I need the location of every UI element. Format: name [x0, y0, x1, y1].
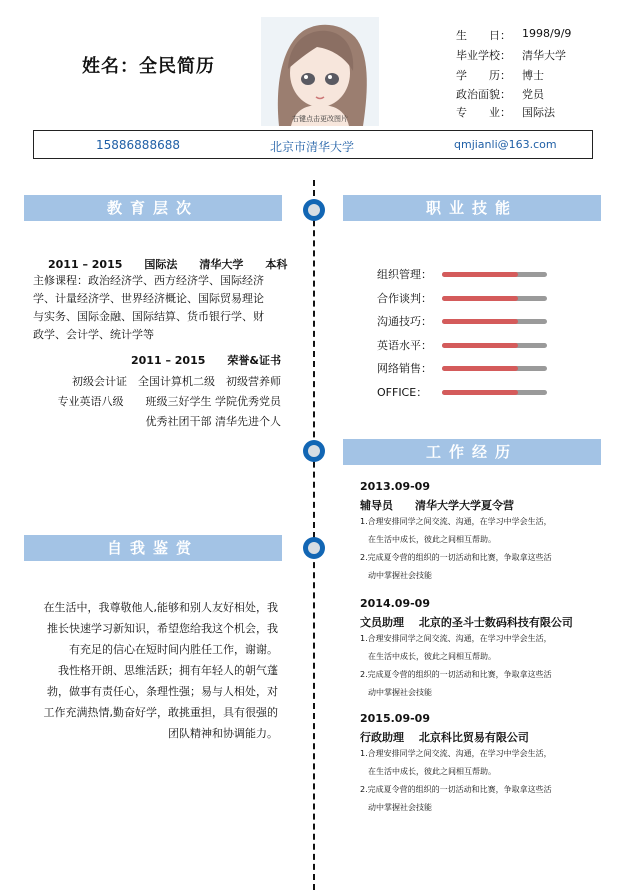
skill-bar [442, 272, 547, 277]
skill-label: OFFICE： [377, 386, 428, 399]
honors-heading: 2011 – 2015 荣誉&证书 [131, 354, 281, 367]
skill-row [377, 337, 597, 353]
info-label: 学 历： [456, 69, 511, 82]
info-label: 政治面貌： [456, 88, 511, 101]
skill-row [377, 360, 597, 376]
section-header-skills: 职业技能 [343, 195, 601, 221]
skill-bar-fill [442, 319, 518, 324]
work-detail: 在生活中成长，彼此之间相互帮助。 [360, 652, 496, 661]
section-header-self: 自我鉴赏 [24, 535, 282, 561]
phone-number[interactable]: 15886888688 [96, 138, 180, 152]
skill-label: 网络销售： [377, 362, 432, 375]
avatar-illustration [261, 17, 379, 126]
basic-info [456, 27, 616, 127]
course-line: 主修课程：政治经济学、西方经济学、国际经济 [33, 274, 264, 287]
work-detail: 动中掌握社会技能 [360, 571, 432, 580]
skills-list [377, 266, 597, 406]
work-detail: 动中掌握社会技能 [360, 688, 432, 697]
timeline-dot [303, 440, 325, 462]
self-eval-line: 团队精神和协调能力。 [168, 727, 278, 740]
email-link[interactable]: qmjianli@163.com [454, 138, 557, 151]
skill-bar [442, 366, 547, 371]
work-title: 文员助理 北京的圣斗士数码科技有限公司 [360, 616, 573, 629]
education-entry: 2011 – 2015 国际法 清华大学 本科 [48, 258, 288, 271]
work-date: 2013.09-09 [360, 480, 430, 493]
skill-row [377, 266, 597, 282]
skill-row [377, 384, 597, 400]
skill-row [377, 313, 597, 329]
self-eval-line: 在生活中，我尊敬他人,能够和别人友好相处，我 [43, 601, 278, 614]
self-eval-line: 工作充满热情,勤奋好学，敢挑重担，具有很强的 [43, 706, 278, 719]
work-date: 2014.09-09 [360, 597, 430, 610]
self-eval-line: 我性格开朗、思维活跃；拥有年轻人的朝气蓬 [58, 664, 278, 677]
honors-list [33, 372, 281, 432]
course-line: 与实务、国际金融、国际结算、货币银行学、财 [33, 310, 264, 323]
self-eval-line: 勃，做事有责任心，条理性强；易与人相处，对 [47, 685, 278, 698]
section-header-education: 教育层次 [24, 195, 282, 221]
timeline-dot [303, 199, 325, 221]
work-date: 2015.09-09 [360, 712, 430, 725]
skill-label: 合作谈判： [377, 292, 432, 305]
skill-bar-fill [442, 366, 518, 371]
self-eval-line: 推长快速学习新知识，希望您给我这个机会，我 [47, 622, 278, 635]
skill-bar [442, 343, 547, 348]
work-entry [360, 480, 615, 585]
info-value: 1998/9/9 [522, 27, 572, 40]
info-value: 清华大学 [522, 49, 566, 62]
photo-caption: 右键点击更改图片 [292, 115, 348, 123]
contact-bar [33, 130, 593, 159]
work-detail: 2.完成夏令营的组织的一切活动和比赛，争取拿这些活 [360, 670, 552, 679]
skill-bar [442, 390, 547, 395]
honor-line: 初级会计证 全国计算机二级 初级营养师 [72, 375, 281, 388]
work-detail: 在生活中成长，彼此之间相互帮助。 [360, 535, 496, 544]
course-line: 学、计量经济学、世界经济概论、国际贸易理论 [33, 292, 264, 305]
timeline-line [313, 180, 315, 890]
info-value: 博士 [522, 69, 544, 82]
info-value: 国际法 [522, 106, 555, 119]
info-label: 专 业： [456, 106, 511, 119]
skill-bar-fill [442, 390, 518, 395]
self-evaluation [26, 597, 278, 744]
resume-name-title: 姓名：全民简历 [82, 56, 215, 77]
skill-bar [442, 319, 547, 324]
skill-bar-fill [442, 296, 518, 301]
work-detail: 2.完成夏令营的组织的一切活动和比赛，争取拿这些活 [360, 553, 552, 562]
timeline-dot [303, 537, 325, 559]
skill-label: 英语水平： [377, 339, 432, 352]
honor-line: 优秀社团干部 清华先进个人 [145, 415, 281, 428]
section-header-work: 工作经历 [343, 439, 601, 465]
work-title: 辅导员 清华大学大学夏令营 [360, 499, 514, 512]
work-title: 行政助理 北京科比贸易有限公司 [360, 731, 529, 744]
info-value: 党员 [522, 88, 544, 101]
skill-label: 沟通技巧： [377, 315, 432, 328]
work-detail: 动中掌握社会技能 [360, 803, 432, 812]
work-detail: 1.合理安排同学之间交流、沟通，在学习中学会生活， [360, 749, 552, 758]
work-detail: 在生活中成长，彼此之间相互帮助。 [360, 767, 496, 776]
work-detail: 1.合理安排同学之间交流、沟通，在学习中学会生活， [360, 634, 552, 643]
skill-bar [442, 296, 547, 301]
info-label: 生 日： [456, 29, 511, 42]
work-entry [360, 597, 615, 702]
honor-line: 专业英语八级 班级三好学生 学院优秀党员 [57, 395, 281, 408]
skill-label: 组织管理： [377, 268, 432, 281]
profile-photo[interactable] [261, 17, 379, 126]
work-detail: 1.合理安排同学之间交流、沟通，在学习中学会生活， [360, 517, 552, 526]
skill-bar-fill [442, 272, 518, 277]
info-label: 毕业学校： [456, 49, 511, 62]
work-detail: 2.完成夏令营的组织的一切活动和比赛，争取拿这些活 [360, 785, 552, 794]
address: 北京市清华大学 [270, 140, 355, 154]
work-entry [360, 712, 615, 817]
skill-bar-fill [442, 343, 518, 348]
education-courses [33, 272, 283, 344]
skill-row [377, 290, 597, 306]
course-line: 政学、会计学、统计学等 [33, 328, 154, 341]
self-eval-line: 有充足的信心在短时间内胜任工作，谢谢。 [69, 643, 278, 656]
